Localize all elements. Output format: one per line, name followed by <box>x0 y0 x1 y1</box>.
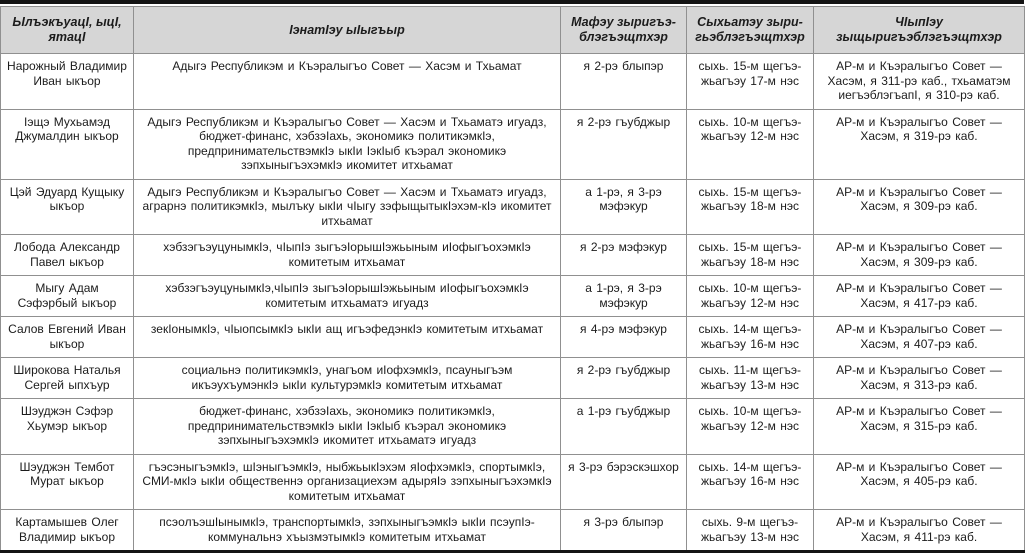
cell-place: АР-м и Къэралыгъо Совет — Хасэм, я 313-рэ каб. <box>814 358 1025 399</box>
cell-hours: сыхь. 15-м щегъэ-жьагъэу 18-м нэс <box>687 179 814 235</box>
cell-name: Шэуджэн Тембот Мурат ыкъор <box>1 454 134 510</box>
header-row <box>1 7 1025 54</box>
cell-name: Картамышев Олег Владимир ыкъор <box>1 510 134 552</box>
cell-name: Цэй Эдуард Кущыку ыкъор <box>1 179 134 235</box>
table-row <box>1 109 1025 179</box>
table-row <box>1 510 1025 552</box>
cell-place: АР-м и Къэралыгъо Совет — Хасэм, я 309-рэ каб. <box>814 179 1025 235</box>
cell-name: Шэуджэн Сэфэр Хьумэр ыкъор <box>1 399 134 455</box>
cell-hours: сыхь. 10-м щегъэ-жьагъэу 12-м нэс <box>687 109 814 179</box>
table-row <box>1 454 1025 510</box>
cell-position: хэбзэгъэуцунымкӀэ,чӀыпӀэ зыгъэӀорышӀэжьыным иӀофыгъохэмкӀэ комитетым итхьаматэ игуадз <box>134 276 561 317</box>
cell-position: Адыгэ Республикэм и Къэралыгъо Совет — Хасэм и Тхьаматэ игуадз, аграрнэ политикэмкӀэ, мылъку ыкӀи чӀыгу зэфыщытыкӀэхэм-кӀэ икомитет итхьамат <box>134 179 561 235</box>
cell-name: Салов Евгений Иван ыкъор <box>1 317 134 358</box>
cell-days: я 2-рэ гъубджыр <box>561 358 687 399</box>
cell-place: АР-м и Къэралыгъо Совет — Хасэм, я 311-рэ каб., тхьаматэм иегъэблэгъапӀ, я 310-рэ каб. <box>814 54 1025 110</box>
column-header-days: Мафэу зыригъэ-блэгъэщтхэр <box>561 7 687 54</box>
cell-hours: сыхь. 11-м щегъэ-жьагъэу 13-м нэс <box>687 358 814 399</box>
cell-position: гъэсэныгъэмкӀэ, шӀэныгъэмкӀэ, ныбжьыкӀэхэм яӀофхэмкӀэ, спортымкӀэ, СМИ-мкӀэ ыкӀи общественнэ организациехэм адыряӀэ зэпхыныгъэхэмкӀэ комитетым итхьамат <box>134 454 561 510</box>
reception-schedule-table <box>0 6 1025 553</box>
cell-name: Нарожный Владимир Иван ыкъор <box>1 54 134 110</box>
cell-position: псэолъэшӀынымкӀэ, транспортымкӀэ, зэпхыныгъэмкӀэ ыкӀи псэупӀэ-коммунальнэ хъызмэтымкӀэ комитетым итхьамат <box>134 510 561 552</box>
cell-position: зекӀонымкӀэ, чӀыопсымкӀэ ыкӀи ащ игъэфедэнкӀэ комитетым итхьамат <box>134 317 561 358</box>
cell-days: а 1-рэ, я 3-рэ мэфэкур <box>561 179 687 235</box>
table-row <box>1 276 1025 317</box>
cell-place: АР-м и Къэралыгъо Совет — Хасэм, я 411-рэ каб. <box>814 510 1025 552</box>
cell-place: АР-м и Къэралыгъо Совет — Хасэм, я 315-рэ каб. <box>814 399 1025 455</box>
cell-days: а 1-рэ гъубджыр <box>561 399 687 455</box>
cell-name: Широкова Наталья Сергей ыпхъур <box>1 358 134 399</box>
cell-place: АР-м и Къэралыгъо Совет — Хасэм, я 309-рэ каб. <box>814 235 1025 276</box>
cell-name: Мыгу Адам Сэфэрбый ыкъор <box>1 276 134 317</box>
table-row <box>1 235 1025 276</box>
column-header-place: ЧӀыпӀэу зыщыригъэблэгъэщтхэр <box>814 7 1025 54</box>
cell-place: АР-м и Къэралыгъо Совет — Хасэм, я 407-рэ каб. <box>814 317 1025 358</box>
cell-days: я 2-рэ гъубджыр <box>561 109 687 179</box>
column-header-name: ЫлъэкъуацӀ, ыцӀ, ятацӀ <box>1 7 134 54</box>
table-row <box>1 358 1025 399</box>
table-header <box>1 7 1025 54</box>
top-rule-divider <box>0 0 1024 4</box>
cell-hours: сыхь. 14-м щегъэ-жьагъэу 16-м нэс <box>687 454 814 510</box>
cell-position: Адыгэ Республикэм и Къэралыгъо Совет — Хасэм и Тхьамат <box>134 54 561 110</box>
cell-hours: сыхь. 10-м щегъэ-жьагъэу 12-м нэс <box>687 399 814 455</box>
table-row <box>1 179 1025 235</box>
cell-hours: сыхь. 15-м щегъэ-жьагъэу 18-м нэс <box>687 235 814 276</box>
cell-days: я 3-рэ бэрэскэшхор <box>561 454 687 510</box>
cell-hours: сыхь. 14-м щегъэ-жьагъэу 16-м нэс <box>687 317 814 358</box>
cell-name: Лобода Александр Павел ыкъор <box>1 235 134 276</box>
cell-position: Адыгэ Республикэм и Къэралыгъо Совет — Хасэм и Тхьаматэ игуадз, бюджет-финанс, хэбзэӀахь, экономикэ политикэмкӀэ, предпринимательствэмкӀэ ыкӀи ӀэкӀыб къэрал экономикэ зэпхыныгъэхэмкӀэ икомитет итхьамат <box>134 109 561 179</box>
cell-hours: сыхь. 15-м щегъэ-жьагъэу 17-м нэс <box>687 54 814 110</box>
cell-days: а 1-рэ, я 3-рэ мэфэкур <box>561 276 687 317</box>
cell-place: АР-м и Къэралыгъо Совет — Хасэм, я 319-рэ каб. <box>814 109 1025 179</box>
cell-position: хэбзэгъэуцунымкӀэ, чӀыпӀэ зыгъэӀорышӀэжьыным иӀофыгъохэмкӀэ комитетым итхьамат <box>134 235 561 276</box>
cell-position: бюджет-финанс, хэбзэӀахь, экономикэ политикэмкӀэ, предпринимательствэмкӀэ ыкӀи ӀэкӀыб къэрал экономикэ зэпхыныгъэхэмкӀэ икомитет итхьаматэ игуадз <box>134 399 561 455</box>
table-row <box>1 54 1025 110</box>
cell-hours: сыхь. 10-м щегъэ-жьагъэу 12-м нэс <box>687 276 814 317</box>
cell-days: я 2-рэ мэфэкур <box>561 235 687 276</box>
cell-name: Ӏэщэ Мухьамэд Джумалдин ыкъор <box>1 109 134 179</box>
column-header-position: ӀэнатӀэу ыӀыгъыр <box>134 7 561 54</box>
column-header-hours: Сыхьатэу зыри-гьэблэгъэщтхэр <box>687 7 814 54</box>
cell-place: АР-м и Къэралыгъо Совет — Хасэм, я 417-рэ каб. <box>814 276 1025 317</box>
cell-days: я 4-рэ мэфэкур <box>561 317 687 358</box>
table-row <box>1 399 1025 455</box>
cell-days: я 2-рэ блыпэр <box>561 54 687 110</box>
cell-days: я 3-рэ блыпэр <box>561 510 687 552</box>
cell-position: социальнэ политикэмкӀэ, унагъом иӀофхэмкӀэ, псауныгъэм икъэухъумэнкӀэ ыкӀи культурэмкӀэ комитетым итхьамат <box>134 358 561 399</box>
table-row <box>1 317 1025 358</box>
cell-hours: сыхь. 9-м щегъэ-жьагъэу 13-м нэс <box>687 510 814 552</box>
cell-place: АР-м и Къэралыгъо Совет — Хасэм, я 405-рэ каб. <box>814 454 1025 510</box>
table-body <box>1 54 1025 552</box>
